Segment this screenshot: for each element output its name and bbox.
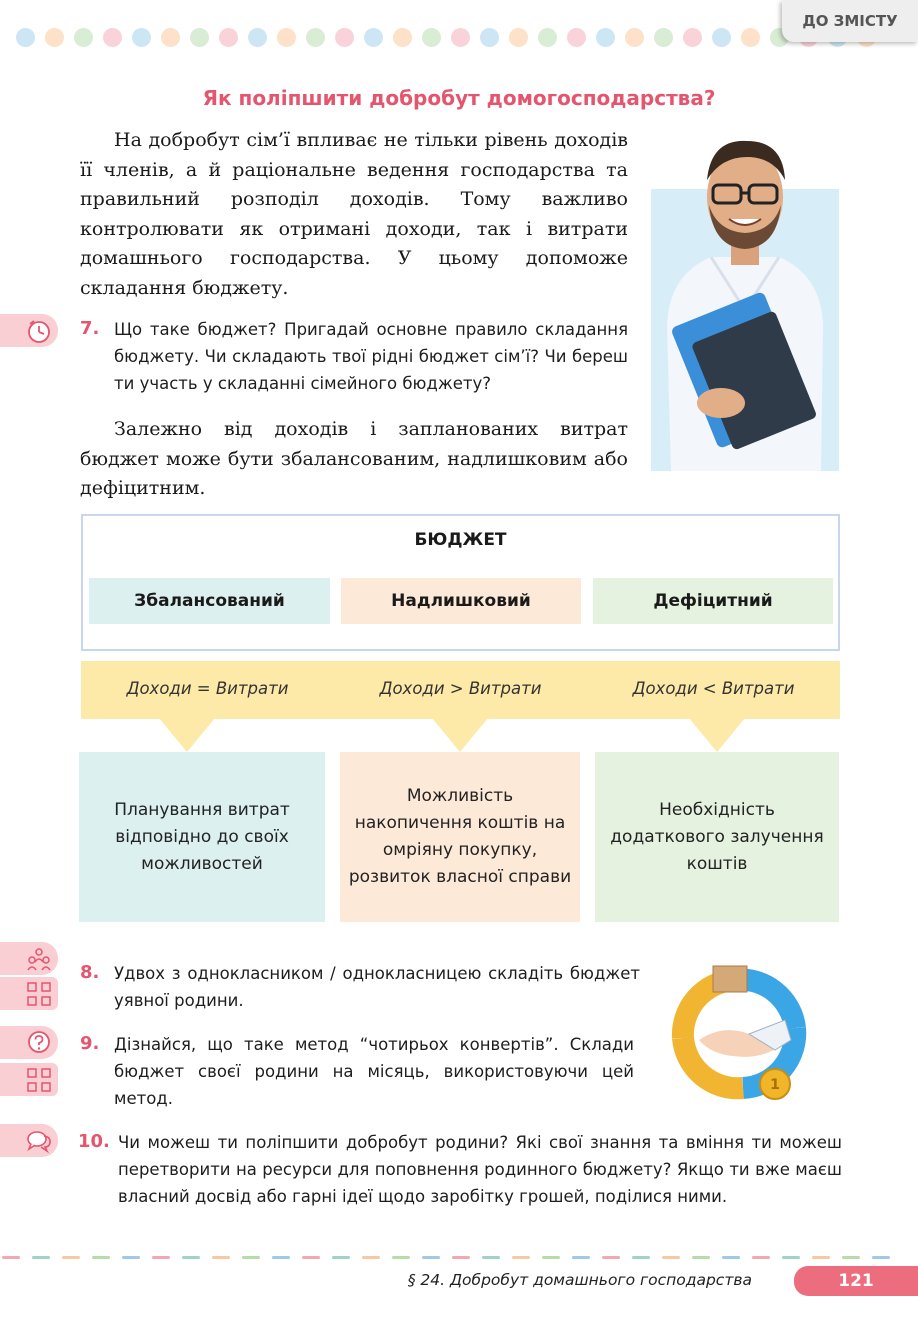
pointer-arrow: [432, 718, 488, 752]
decorative-dot: [306, 28, 325, 47]
decorative-dot: [480, 28, 499, 47]
decorative-dot: [451, 28, 470, 47]
budget-type-balanced: Збалансований: [89, 578, 330, 624]
task-text: Що таке бюджет? Пригадай основне правило складання бюджету. Чи складають твої рідні бюджет сім’ї? Чи береш ти участь у складанні сімейного бюджету?: [114, 320, 628, 393]
decorative-dash: [872, 1256, 890, 1259]
decorative-dash: [632, 1256, 650, 1259]
decorative-dash: [602, 1256, 620, 1259]
result-balanced: Планування витрат відповідно до своїх можливостей: [79, 752, 325, 922]
decorative-dash: [212, 1256, 230, 1259]
decorative-dash: [812, 1256, 830, 1259]
decorative-dot: [277, 28, 296, 47]
decorative-dot: [364, 28, 383, 47]
decorative-dot: [132, 28, 151, 47]
decorative-dot: [654, 28, 673, 47]
decorative-dash: [302, 1256, 320, 1259]
decorative-dot: [683, 28, 702, 47]
decorative-dash: [182, 1256, 200, 1259]
decorative-dot: [596, 28, 615, 47]
decorative-dot: [712, 28, 731, 47]
budget-diagram: [81, 514, 840, 651]
svg-text:1: 1: [770, 1077, 780, 1093]
decorative-dot: [248, 28, 267, 47]
decorative-dash: [782, 1256, 800, 1259]
table-of-contents-button[interactable]: ДО ЗМІСТУ: [782, 0, 918, 42]
decorative-dot: [190, 28, 209, 47]
decorative-dash: [692, 1256, 710, 1259]
side-tab-qr[interactable]: [0, 1063, 58, 1096]
decorative-dot: [103, 28, 122, 47]
question-icon: [26, 1030, 52, 1056]
task-text: Удвох з однокласником / однокласницею складіть бюджет уявної родини.: [114, 964, 640, 1010]
task-number: 9.: [80, 1033, 100, 1054]
decorative-dash: [92, 1256, 110, 1259]
decorative-dash: [542, 1256, 560, 1259]
budget-title: БЮДЖЕТ: [414, 530, 507, 550]
decorative-dash: [452, 1256, 470, 1259]
pointer-arrow: [689, 718, 745, 752]
decorative-dash: [272, 1256, 290, 1259]
decorative-dot: [625, 28, 644, 47]
decorative-dash: [512, 1256, 530, 1259]
decorative-dash: [482, 1256, 500, 1259]
budget-types-paragraph: Залежно від доходів і запланованих витрат бюджет може бути збалансованим, надлишковим або дефіцитним.: [80, 418, 628, 499]
decorative-dot: [16, 28, 35, 47]
chat-icon: [26, 1128, 52, 1154]
handshake-coin-illustration: [663, 958, 813, 1108]
task-number: 10.: [78, 1131, 110, 1152]
group-icon: [26, 946, 52, 972]
task-text: Чи можеш ти поліпшити добробут родини? Які свої знання та вміння ти можеш перетворити на ресурси для поповнення родинного бюджету? Якщо ти вже маєш власний досвід або гарні ідеї щодо заробітку грошей, поділися ними.: [118, 1133, 842, 1206]
side-tab-chat: [0, 1124, 58, 1157]
decorative-dash: [122, 1256, 140, 1259]
decorative-dot: [219, 28, 238, 47]
decorative-dot: [74, 28, 93, 47]
section-title-footer: § 24. Добробут домашнього господарства: [407, 1271, 752, 1289]
task-text: Дізнайся, що таке метод “чотирьох конвертів”. Склади бюджет своєї родини на місяць, використовуючи цей метод.: [114, 1035, 634, 1108]
intro-paragraph: На добробут сім’ї впливає не тільки рівень доходів її членів, а й раціональне ведення господарства та правильний розподіл доходів. Тому важливо контролювати як отримані доходи, так і витрати домашнього господарства. У цьому допоможе складання бюджету.: [80, 129, 628, 299]
pointer-arrow: [159, 718, 215, 752]
task-number: 8.: [80, 962, 100, 983]
qr-code-icon: [26, 981, 52, 1007]
budget-type-surplus: Надлишковий: [341, 578, 581, 624]
result-surplus: Можливість накопичення коштів на омріяну покупку, розвиток власної справи: [340, 752, 580, 922]
decorative-dash: [662, 1256, 680, 1259]
decorative-dash: [572, 1256, 590, 1259]
decorative-dot: [538, 28, 557, 47]
formula-deficit: Доходи < Витрати: [632, 679, 795, 698]
decorative-dots-row: [16, 28, 916, 48]
page-number: 121: [794, 1266, 918, 1296]
decorative-dash: [722, 1256, 740, 1259]
decorative-dash: [392, 1256, 410, 1259]
side-tab-question: [0, 1026, 58, 1059]
clock-icon: [26, 318, 52, 344]
decorative-dash: [2, 1256, 20, 1259]
side-tab-qr[interactable]: [0, 977, 58, 1010]
decorative-dot: [335, 28, 354, 47]
decorative-dash: [62, 1256, 80, 1259]
formula-balanced: Доходи = Витрати: [126, 679, 289, 698]
decorative-dash: [842, 1256, 860, 1259]
decorative-dot: [393, 28, 412, 47]
side-tab-group: [0, 942, 58, 975]
decorative-dot: [741, 28, 760, 47]
formula-surplus: Доходи > Витрати: [379, 679, 542, 698]
decorative-dash: [32, 1256, 50, 1259]
decorative-dash: [332, 1256, 350, 1259]
result-deficit: Необхідність додаткового залучення коштів: [595, 752, 839, 922]
decorative-dot: [422, 28, 441, 47]
decorative-dash: [422, 1256, 440, 1259]
decorative-dot: [509, 28, 528, 47]
decorative-dash: [152, 1256, 170, 1259]
decorative-dash: [362, 1256, 380, 1259]
decorative-dash: [242, 1256, 260, 1259]
formula-band: [81, 661, 840, 719]
decorative-dot: [567, 28, 586, 47]
page-title: Як поліпшити добробут домогосподарства?: [202, 86, 716, 110]
decorative-dot: [161, 28, 180, 47]
decorative-dot: [45, 28, 64, 47]
side-tab-clock: [0, 314, 58, 347]
decorative-dash: [752, 1256, 770, 1259]
man-with-folders-photo: [651, 135, 839, 471]
budget-type-deficit: Дефіцитний: [593, 578, 833, 624]
task-number: 7.: [80, 318, 100, 339]
decorative-footer-dashes: [0, 1256, 918, 1260]
qr-code-icon: [26, 1067, 52, 1093]
